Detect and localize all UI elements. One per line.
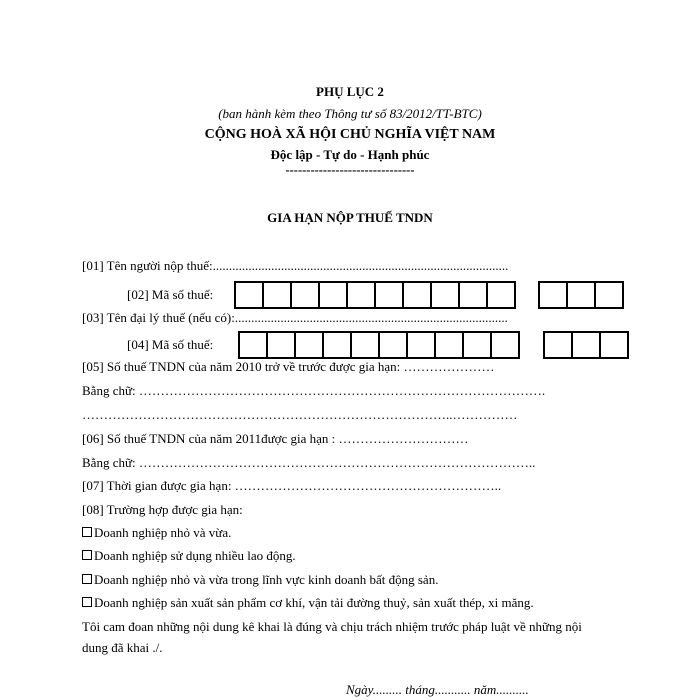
amount-in-words-line-1-continued: …………………………………………………………………………..……………	[82, 407, 518, 422]
digit-box[interactable]	[573, 331, 601, 359]
amount-in-words-line-1: Bằng chữ: ………………………………………………………………………………….	[82, 383, 546, 398]
form-title: GIA HẠN NỘP THUẾ TNDN	[267, 210, 433, 225]
digit-box[interactable]	[296, 331, 324, 359]
checkbox-icon[interactable]	[82, 574, 92, 584]
digit-box[interactable]	[436, 331, 464, 359]
agent-tax-code-suffix-boxes[interactable]	[543, 331, 629, 357]
digit-box[interactable]	[238, 331, 268, 359]
case-label: Doanh nghiệp nhỏ và vừa trong lĩnh vực kinh doanh bất động sản.	[94, 572, 439, 587]
digit-box[interactable]	[380, 331, 408, 359]
digit-box[interactable]	[543, 331, 573, 359]
checkbox-icon[interactable]	[82, 527, 92, 537]
appendix-title: PHỤ LỤC 2	[316, 84, 384, 99]
case-label: Doanh nghiệp nhỏ và vừa.	[94, 525, 232, 540]
digit-box[interactable]	[292, 281, 320, 309]
agent-tax-code-boxes[interactable]	[238, 331, 520, 357]
digit-box[interactable]	[460, 281, 488, 309]
tax-amount-2011-line: [06] Số thuế TNDN của năm 2011được gia hạn : …………………………	[82, 431, 469, 446]
digit-box[interactable]	[234, 281, 264, 309]
case-option-1[interactable]	[82, 525, 231, 541]
digit-box[interactable]	[404, 281, 432, 309]
date-line: Ngày......... tháng........... năm..........	[346, 682, 529, 697]
taxpayer-name-line: [01] Tên người nộp thuế:...........................................................................................	[82, 258, 509, 273]
tax-agent-name-line: [03] Tên đại lý thuế (nếu có):....................................................................................	[82, 310, 508, 325]
declaration-text-2: dung đã khai ./.	[82, 640, 163, 655]
digit-box[interactable]	[408, 331, 436, 359]
digit-box[interactable]	[320, 281, 348, 309]
checkbox-icon[interactable]	[82, 597, 92, 607]
issued-by-text: (ban hành kèm theo Thông tư số 83/2012/TT-BTC)	[218, 106, 482, 121]
digit-box[interactable]	[432, 281, 460, 309]
digit-box[interactable]	[464, 331, 492, 359]
case-option-2[interactable]	[82, 548, 296, 564]
digit-box[interactable]	[376, 281, 404, 309]
digit-box[interactable]	[352, 331, 380, 359]
digit-box[interactable]	[488, 281, 516, 309]
digit-box[interactable]	[324, 331, 352, 359]
digit-box[interactable]	[492, 331, 520, 359]
agent-tax-code-label: [04] Mã số thuế:	[127, 337, 214, 352]
digit-box[interactable]	[568, 281, 596, 309]
tax-amount-2010-line: [05] Số thuế TNDN của năm 2010 trở về trước được gia hạn: …………………	[82, 359, 495, 374]
digit-box[interactable]	[348, 281, 376, 309]
motto: Độc lập - Tự do - Hạnh phúc	[270, 147, 430, 162]
digit-box[interactable]	[538, 281, 568, 309]
separator-line: -------------------------------	[285, 163, 415, 177]
extension-period-line: [07] Thời gian được gia hạn: ……………………………………………………..	[82, 478, 502, 493]
tax-code-label: [02] Mã số thuế:	[127, 287, 214, 302]
tax-code-boxes[interactable]	[234, 281, 516, 307]
case-option-3[interactable]	[82, 572, 438, 588]
amount-in-words-line-2: Bằng chữ: ………………………………………………………………………………..	[82, 455, 536, 470]
checkbox-icon[interactable]	[82, 550, 92, 560]
digit-box[interactable]	[268, 331, 296, 359]
tax-code-suffix-boxes[interactable]	[538, 281, 624, 307]
case-label: Doanh nghiệp sản xuất sản phẩm cơ khí, vận tải đường thuỷ, sản xuất thép, xi măng.	[94, 595, 534, 610]
digit-box[interactable]	[601, 331, 629, 359]
case-label: Doanh nghiệp sử dụng nhiều lao động.	[94, 548, 296, 563]
digit-box[interactable]	[596, 281, 624, 309]
extension-cases-label: [08] Trường hợp được gia hạn:	[82, 502, 243, 517]
case-option-4[interactable]	[82, 595, 534, 611]
declaration-text-1: Tôi cam đoan những nội dung kê khai là đúng và chịu trách nhiệm trước pháp luật về những nội	[82, 619, 582, 634]
country-name: CỘNG HOÀ XÃ HỘI CHỦ NGHĨA VIỆT NAM	[204, 127, 496, 142]
digit-box[interactable]	[264, 281, 292, 309]
